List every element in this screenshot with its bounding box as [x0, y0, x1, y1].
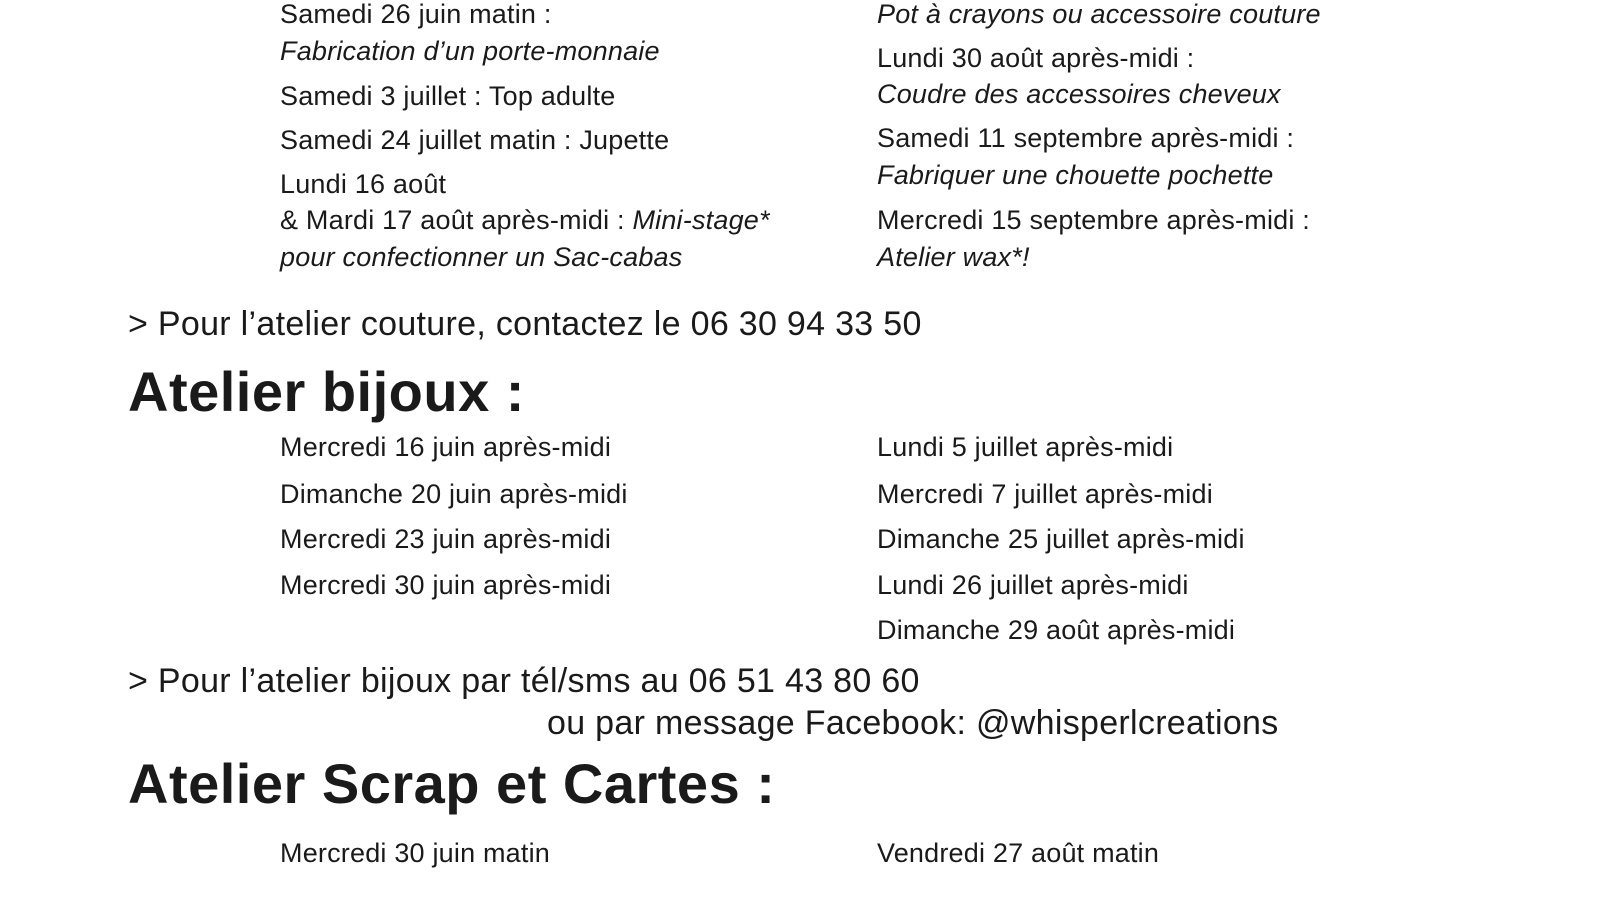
scrap-heading: Atelier Scrap et Cartes :: [128, 752, 776, 815]
couture-activity-line: Fabriquer une chouette pochette: [877, 160, 1274, 190]
couture-date-line: Samedi 3 juillet : Top adulte: [280, 81, 616, 111]
couture-activity-line: Coudre des accessoires cheveux: [877, 79, 1281, 109]
bijoux-date-line: Mercredi 30 juin après-midi: [280, 570, 612, 600]
couture-activity-line: Atelier wax*!: [877, 242, 1030, 272]
bijoux-heading: Atelier bijoux :: [128, 360, 525, 423]
bijoux-date-line: Dimanche 25 juillet après-midi: [877, 524, 1245, 554]
bijoux-contact-facebook: ou par message Facebook: @whisperlcreations: [547, 704, 1279, 742]
bijoux-date-line: Mercredi 16 juin après-midi: [280, 432, 612, 462]
bijoux-date-line: Dimanche 20 juin après-midi: [280, 479, 628, 509]
bijoux-date-line: Lundi 5 juillet après-midi: [877, 432, 1174, 462]
couture-date-text: & Mardi 17 août après-midi :: [280, 205, 633, 235]
couture-ministage-line: [280, 203, 770, 237]
couture-activity-line: Fabrication d’un porte-monnaie: [280, 36, 660, 66]
bijoux-date-line: Mercredi 23 juin après-midi: [280, 524, 612, 554]
couture-date-line: Mercredi 15 septembre après-midi :: [877, 205, 1310, 235]
bijoux-date-line: Mercredi 7 juillet après-midi: [877, 479, 1213, 509]
couture-date-line: Lundi 30 août après-midi :: [877, 43, 1195, 73]
couture-date-line: Samedi 26 juin matin :: [280, 0, 552, 29]
bijoux-contact-phone: > Pour l’atelier bijoux par tél/sms au 06 51 43 80 60: [128, 662, 920, 700]
couture-date-line: Samedi 24 juillet matin : Jupette: [280, 125, 670, 155]
couture-activity-line: pour confectionner un Sac-cabas: [280, 242, 683, 272]
couture-activity-line: Pot à crayons ou accessoire couture: [877, 0, 1321, 29]
couture-date-line: Lundi 16 août: [280, 169, 447, 199]
couture-contact: > Pour l’atelier couture, contactez le 06 30 94 33 50: [128, 305, 922, 343]
couture-date-line: Samedi 11 septembre après-midi :: [877, 123, 1295, 153]
bijoux-date-line: Dimanche 29 août après-midi: [877, 615, 1236, 645]
bijoux-date-line: Lundi 26 juillet après-midi: [877, 570, 1189, 600]
couture-activity-text: Mini-stage*: [632, 205, 770, 235]
scrap-date-line: Vendredi 27 août matin: [877, 838, 1160, 868]
scrap-date-line: Mercredi 30 juin matin: [280, 838, 551, 868]
